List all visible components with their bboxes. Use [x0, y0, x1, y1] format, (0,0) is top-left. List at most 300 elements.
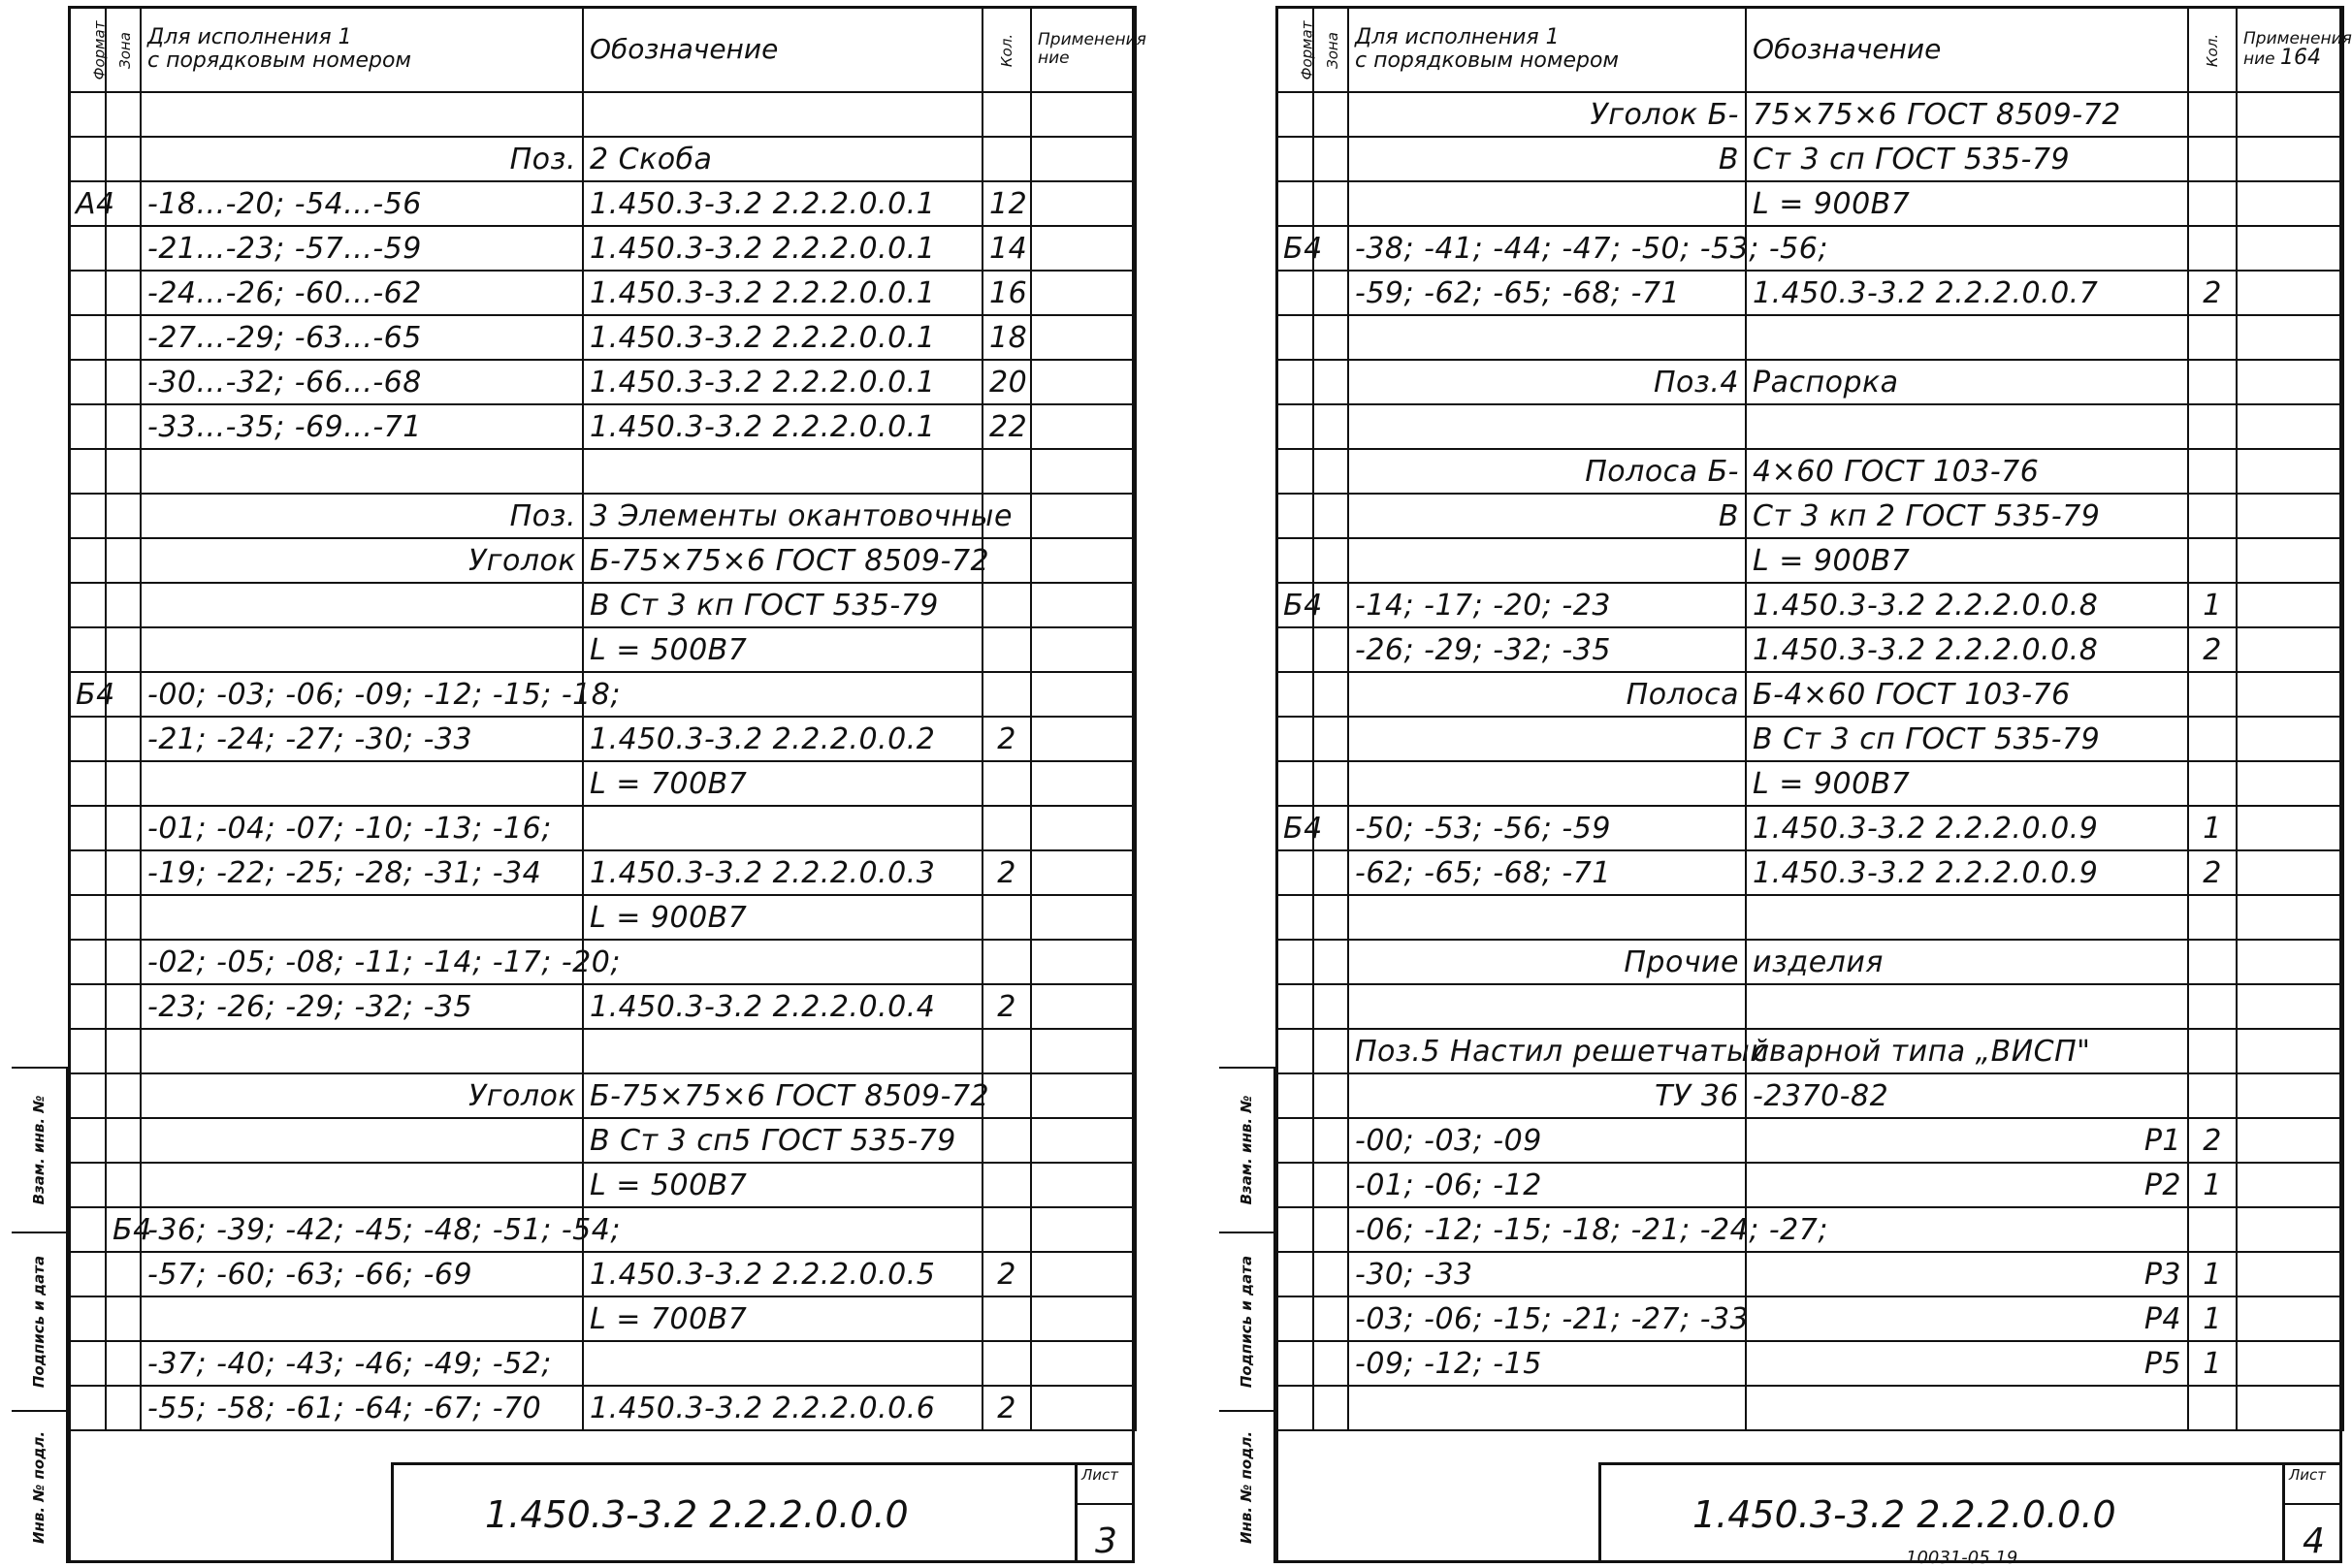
designation-cell: 1.450.3-3.2 2.2.2.0.0.1 [583, 404, 983, 449]
format-cell [69, 895, 106, 940]
note-cell [2237, 92, 2343, 137]
table-row [69, 672, 1136, 717]
qty-cell [983, 1118, 1031, 1163]
table-row [1276, 315, 2343, 360]
qty-cell [983, 895, 1031, 940]
execution-cell: Прочие [1348, 940, 1746, 984]
format-cell [69, 761, 106, 806]
zone-cell [106, 360, 141, 404]
table-row [1276, 1163, 2343, 1207]
qty-cell: 2 [983, 984, 1031, 1029]
table-row [69, 137, 1136, 181]
table-row [69, 984, 1136, 1029]
qty-cell: 2 [2188, 1118, 2237, 1163]
qty-cell: 2 [983, 1386, 1031, 1430]
execution-cell [141, 1029, 583, 1073]
note-cell [2237, 449, 2343, 494]
note-cell [2237, 271, 2343, 315]
table-row [1276, 449, 2343, 494]
note-cell [1031, 1386, 1136, 1430]
table-row [69, 181, 1136, 226]
designation-cell [1746, 984, 2188, 1029]
qty-cell [983, 761, 1031, 806]
format-cell [69, 984, 106, 1029]
zone-cell [1313, 360, 1348, 404]
format-cell [69, 360, 106, 404]
format-cell: Б4 [1276, 806, 1313, 850]
col-zone-header: Зона [1313, 7, 1348, 92]
execution-cell [141, 583, 583, 627]
designation-cell: изделия [1746, 940, 2188, 984]
note-cell [1031, 494, 1136, 538]
zone-cell [1313, 494, 1348, 538]
note-cell [1031, 717, 1136, 761]
qty-cell [2188, 895, 2237, 940]
table-row [69, 226, 1136, 271]
table-row [69, 627, 1136, 672]
designation-cell: 1.450.3-3.2 2.2.2.0.0.8 [1746, 627, 2188, 672]
qty-cell [983, 449, 1031, 494]
qty-cell: 1 [2188, 806, 2237, 850]
zone-cell [106, 538, 141, 583]
format-cell [69, 404, 106, 449]
execution-cell: Поз.4 [1348, 360, 1746, 404]
col-qty-header: Кол. [983, 7, 1031, 92]
execution-cell: -26; -29; -32; -35 [1348, 627, 1746, 672]
execution-cell: -03; -06; -15; -21; -27; -33 [1348, 1296, 1746, 1341]
execution-cell: -21; -24; -27; -30; -33 [141, 717, 583, 761]
designation-cell: Р4 [1746, 1296, 2188, 1341]
col-format-header: Формат [69, 7, 106, 92]
note-cell [1031, 672, 1136, 717]
execution-cell: -19; -22; -25; -28; -31; -34 [141, 850, 583, 895]
note-cell [2237, 1341, 2343, 1386]
note-cell [1031, 1163, 1136, 1207]
format-cell [69, 1118, 106, 1163]
table-row [1276, 92, 2343, 137]
designation-cell: 1.450.3-3.2 2.2.2.0.0.4 [583, 984, 983, 1029]
designation-cell: L = 900В7 [583, 895, 983, 940]
document-designation: 1.450.3-3.2 2.2.2.0.0.0 [1692, 1493, 2116, 1536]
designation-cell: 1.450.3-3.2 2.2.2.0.0.8 [1746, 583, 2188, 627]
note-cell [2237, 850, 2343, 895]
execution-cell [141, 92, 583, 137]
note-cell [2237, 1029, 2343, 1073]
designation-cell [583, 1207, 983, 1252]
designation-cell: Р3 [1746, 1252, 2188, 1296]
designation-cell: -2370-82 [1746, 1073, 2188, 1118]
zone-cell [106, 1341, 141, 1386]
designation-cell: 2 Скоба [583, 137, 983, 181]
document-designation: 1.450.3-3.2 2.2.2.0.0.0 [485, 1493, 909, 1536]
execution-cell: В [1348, 137, 1746, 181]
qty-cell [2188, 1029, 2237, 1073]
note-cell [1031, 92, 1136, 137]
execution-cell [1348, 761, 1746, 806]
qty-cell [2188, 984, 2237, 1029]
execution-cell: -59; -62; -65; -68; -71 [1348, 271, 1746, 315]
zone-cell [1313, 1163, 1348, 1207]
table-row [1276, 360, 2343, 404]
execution-cell: -55; -58; -61; -64; -67; -70 [141, 1386, 583, 1430]
designation-cell: L = 900В7 [1746, 538, 2188, 583]
table-row [1276, 1207, 2343, 1252]
zone-cell [1313, 271, 1348, 315]
format-cell: Б4 [1276, 226, 1313, 271]
table-row [1276, 1118, 2343, 1163]
note-cell [1031, 404, 1136, 449]
execution-cell: -62; -65; -68; -71 [1348, 850, 1746, 895]
execution-cell: -23; -26; -29; -32; -35 [141, 984, 583, 1029]
format-cell: Б4 [69, 672, 106, 717]
table-row [69, 404, 1136, 449]
note-cell [2237, 1296, 2343, 1341]
execution-cell: Поз. [141, 494, 583, 538]
zone-cell [1313, 761, 1348, 806]
designation-cell: Б-4×60 ГОСТ 103-76 [1746, 672, 2188, 717]
format-cell: А4 [69, 181, 106, 226]
spec-sheet-3 [0, 0, 1146, 1568]
zone-cell [106, 583, 141, 627]
qty-cell [2188, 181, 2237, 226]
qty-cell [983, 1073, 1031, 1118]
zone-cell [106, 1118, 141, 1163]
note-cell [1031, 627, 1136, 672]
zone-cell [1313, 1118, 1348, 1163]
qty-cell [2188, 449, 2237, 494]
zone-cell [1313, 315, 1348, 360]
designation-cell: Р1 [1746, 1118, 2188, 1163]
execution-cell: Уголок [141, 538, 583, 583]
note-cell [1031, 181, 1136, 226]
zone-cell [106, 226, 141, 271]
table-row [69, 1118, 1136, 1163]
note-cell [1031, 984, 1136, 1029]
zone-cell [1313, 1341, 1348, 1386]
format-cell [1276, 404, 1313, 449]
zone-cell [1313, 538, 1348, 583]
qty-cell: 1 [2188, 1296, 2237, 1341]
qty-cell: 12 [983, 181, 1031, 226]
note-cell [2237, 940, 2343, 984]
format-cell [69, 494, 106, 538]
qty-cell [983, 1296, 1031, 1341]
note-cell [1031, 806, 1136, 850]
format-cell [69, 1207, 106, 1252]
table-row [1276, 271, 2343, 315]
col-note-header: Применения ние [1031, 7, 1136, 92]
format-cell [1276, 627, 1313, 672]
note-cell [2237, 1207, 2343, 1252]
execution-cell: -06; -12; -15; -18; -21; -24; -27; [1348, 1207, 1746, 1252]
col-note-header: Применения ние 164 [2237, 7, 2343, 92]
note-cell [1031, 940, 1136, 984]
note-cell [2237, 404, 2343, 449]
format-cell [1276, 940, 1313, 984]
execution-cell: Поз.5 Настил решетчатый [1348, 1029, 1746, 1073]
designation-cell: 1.450.3-3.2 2.2.2.0.0.3 [583, 850, 983, 895]
zone-cell [1313, 92, 1348, 137]
format-cell [1276, 538, 1313, 583]
qty-cell [2188, 92, 2237, 137]
format-cell [1276, 315, 1313, 360]
zone-cell: Б4 [106, 1207, 141, 1252]
table-row [1276, 1386, 2343, 1430]
spec-table [1275, 6, 2352, 1431]
note-cell [2237, 1163, 2343, 1207]
execution-cell: -00; -03; -06; -09; -12; -15; -18; [141, 672, 583, 717]
execution-cell: -00; -03; -09 [1348, 1118, 1746, 1163]
table-row [69, 806, 1136, 850]
sheet-number-box [2282, 1462, 2342, 1563]
zone-cell [1313, 1073, 1348, 1118]
execution-cell [1348, 538, 1746, 583]
qty-cell [2188, 717, 2237, 761]
sheet-number: 4 [2303, 1521, 2325, 1561]
sheet-label: Лист [1081, 1466, 1119, 1484]
execution-cell: -01; -06; -12 [1348, 1163, 1746, 1207]
zone-cell [106, 627, 141, 672]
designation-cell: 1.450.3-3.2 2.2.2.0.0.1 [583, 315, 983, 360]
execution-cell [1348, 315, 1746, 360]
designation-cell [1746, 315, 2188, 360]
qty-cell [2188, 360, 2237, 404]
execution-cell: ТУ 36 [1348, 1073, 1746, 1118]
designation-cell: L = 900В7 [1746, 761, 2188, 806]
inv-orig-cell: Инв. № подл. [12, 1410, 66, 1563]
table-row [69, 1386, 1136, 1430]
col-designation-header: Обозначение [1746, 7, 2188, 92]
format-cell [69, 137, 106, 181]
execution-cell [141, 1296, 583, 1341]
qty-cell: 1 [2188, 583, 2237, 627]
designation-cell: В Ст 3 кп ГОСТ 535-79 [583, 583, 983, 627]
archive-number: 10031-05 19 [1906, 1548, 2018, 1568]
qty-cell [2188, 538, 2237, 583]
format-cell [1276, 494, 1313, 538]
zone-cell [106, 895, 141, 940]
execution-cell [141, 1163, 583, 1207]
sign-date-cell: Подпись и дата [1219, 1232, 1273, 1410]
col-zone-header: Зона [106, 7, 141, 92]
note-cell [2237, 717, 2343, 761]
designation-cell: Б-75×75×6 ГОСТ 8509-72 [583, 1073, 983, 1118]
qty-cell [983, 1029, 1031, 1073]
format-cell [1276, 761, 1313, 806]
note-cell [2237, 984, 2343, 1029]
table-row [1276, 404, 2343, 449]
execution-cell: Уголок [141, 1073, 583, 1118]
qty-cell [983, 1163, 1031, 1207]
designation-cell: 1.450.3-3.2 2.2.2.0.0.7 [1746, 271, 2188, 315]
note-cell [1031, 226, 1136, 271]
format-cell [69, 538, 106, 583]
table-row [69, 538, 1136, 583]
note-cell [1031, 850, 1136, 895]
format-cell [69, 315, 106, 360]
table-row [1276, 181, 2343, 226]
designation-cell: 1.450.3-3.2 2.2.2.0.0.2 [583, 717, 983, 761]
format-cell [69, 940, 106, 984]
zone-cell [106, 717, 141, 761]
table-row [1276, 1073, 2343, 1118]
execution-cell [141, 895, 583, 940]
note-cell [2237, 1252, 2343, 1296]
qty-cell: 16 [983, 271, 1031, 315]
qty-cell: 1 [2188, 1252, 2237, 1296]
zone-cell [1313, 449, 1348, 494]
designation-cell: L = 700В7 [583, 761, 983, 806]
note-cell [1031, 1296, 1136, 1341]
execution-cell: В [1348, 494, 1746, 538]
table-row [69, 850, 1136, 895]
zone-cell [1313, 940, 1348, 984]
designation-cell: Распорка [1746, 360, 2188, 404]
table-row [1276, 672, 2343, 717]
designation-cell: L = 700В7 [583, 1296, 983, 1341]
zone-cell [106, 315, 141, 360]
note-cell [2237, 1118, 2343, 1163]
zone-cell [1313, 1296, 1348, 1341]
note-cell [2237, 806, 2343, 850]
table-row [1276, 850, 2343, 895]
zone-cell [106, 1073, 141, 1118]
zone-cell [1313, 1207, 1348, 1252]
execution-cell: -01; -04; -07; -10; -13; -16; [141, 806, 583, 850]
format-cell [69, 850, 106, 895]
note-cell [1031, 1029, 1136, 1073]
zone-cell [106, 1029, 141, 1073]
note-cell [1031, 895, 1136, 940]
designation-cell: 3 Элементы окантовочные [583, 494, 983, 538]
qty-cell [983, 1341, 1031, 1386]
designation-cell: В Ст 3 сп ГОСТ 535-79 [1746, 717, 2188, 761]
designation-cell [583, 1341, 983, 1386]
table-row [69, 940, 1136, 984]
zone-cell [1313, 181, 1348, 226]
table-row [69, 761, 1136, 806]
note-cell [2237, 627, 2343, 672]
zone-cell [1313, 627, 1348, 672]
designation-cell: Ст 3 кп 2 ГОСТ 535-79 [1746, 494, 2188, 538]
qty-cell: 20 [983, 360, 1031, 404]
execution-cell: -24...-26; -60...-62 [141, 271, 583, 315]
zone-cell [1313, 137, 1348, 181]
execution-cell: Поз. [141, 137, 583, 181]
zone-cell [106, 984, 141, 1029]
execution-cell [141, 1118, 583, 1163]
designation-cell: 1.450.3-3.2 2.2.2.0.0.1 [583, 181, 983, 226]
zone-cell [1313, 1386, 1348, 1430]
format-cell: Б4 [1276, 583, 1313, 627]
format-cell [69, 271, 106, 315]
format-cell [69, 1296, 106, 1341]
sheet-number: 3 [1095, 1521, 1117, 1561]
format-cell [1276, 1207, 1313, 1252]
note-cell [2237, 1386, 2343, 1430]
qty-cell [2188, 315, 2237, 360]
designation-cell: 4×60 ГОСТ 103-76 [1746, 449, 2188, 494]
format-cell [69, 1252, 106, 1296]
execution-cell: -18...-20; -54...-56 [141, 181, 583, 226]
designation-cell [1746, 1386, 2188, 1430]
qty-cell [2188, 137, 2237, 181]
note-cell [1031, 137, 1136, 181]
table-row [69, 271, 1136, 315]
note-cell [1031, 583, 1136, 627]
note-cell [2237, 895, 2343, 940]
execution-cell [1348, 984, 1746, 1029]
format-cell [1276, 181, 1313, 226]
format-cell [69, 1029, 106, 1073]
execution-cell [1348, 181, 1746, 226]
table-row [69, 449, 1136, 494]
table-row [1276, 1252, 2343, 1296]
designation-cell: L = 500В7 [583, 1163, 983, 1207]
table-row [69, 315, 1136, 360]
designation-cell: В Ст 3 сп5 ГОСТ 535-79 [583, 1118, 983, 1163]
zone-cell [106, 1296, 141, 1341]
format-cell [69, 1386, 106, 1430]
note-cell [1031, 1207, 1136, 1252]
format-cell [1276, 672, 1313, 717]
table-row [1276, 984, 2343, 1029]
table-row [1276, 1296, 2343, 1341]
designation-cell: Р5 [1746, 1341, 2188, 1386]
table-row [69, 717, 1136, 761]
note-cell [2237, 137, 2343, 181]
format-cell [1276, 895, 1313, 940]
note-cell [1031, 449, 1136, 494]
execution-cell: -38; -41; -44; -47; -50; -53; -56; [1348, 226, 1746, 271]
format-cell [1276, 92, 1313, 137]
format-cell [1276, 271, 1313, 315]
designation-cell [583, 672, 983, 717]
qty-cell [2188, 1386, 2237, 1430]
spec-table [68, 6, 1146, 1431]
qty-cell [2188, 672, 2237, 717]
format-cell [69, 627, 106, 672]
format-cell [1276, 1029, 1313, 1073]
designation-cell: Б-75×75×6 ГОСТ 8509-72 [583, 538, 983, 583]
zone-cell [1313, 717, 1348, 761]
table-row [69, 583, 1136, 627]
note-cell [2237, 761, 2343, 806]
designation-cell: Р2 [1746, 1163, 2188, 1207]
designation-cell [583, 92, 983, 137]
qty-cell: 2 [2188, 627, 2237, 672]
format-cell [69, 92, 106, 137]
col-qty-header: Кол. [2188, 7, 2237, 92]
designation-cell: 1.450.3-3.2 2.2.2.0.0.1 [583, 360, 983, 404]
format-cell [69, 717, 106, 761]
note-cell [1031, 1073, 1136, 1118]
zone-cell [106, 494, 141, 538]
sheet-number-box [1075, 1462, 1135, 1563]
qty-cell: 14 [983, 226, 1031, 271]
execution-cell [141, 627, 583, 672]
qty-cell [983, 627, 1031, 672]
designation-cell [583, 449, 983, 494]
qty-cell: 22 [983, 404, 1031, 449]
note-cell [1031, 1252, 1136, 1296]
col-designation-header: Обозначение [583, 7, 983, 92]
sign-date-cell: Подпись и дата [12, 1232, 66, 1410]
execution-cell: -14; -17; -20; -23 [1348, 583, 1746, 627]
execution-cell: Полоса [1348, 672, 1746, 717]
format-cell [69, 226, 106, 271]
table-row [69, 1163, 1136, 1207]
